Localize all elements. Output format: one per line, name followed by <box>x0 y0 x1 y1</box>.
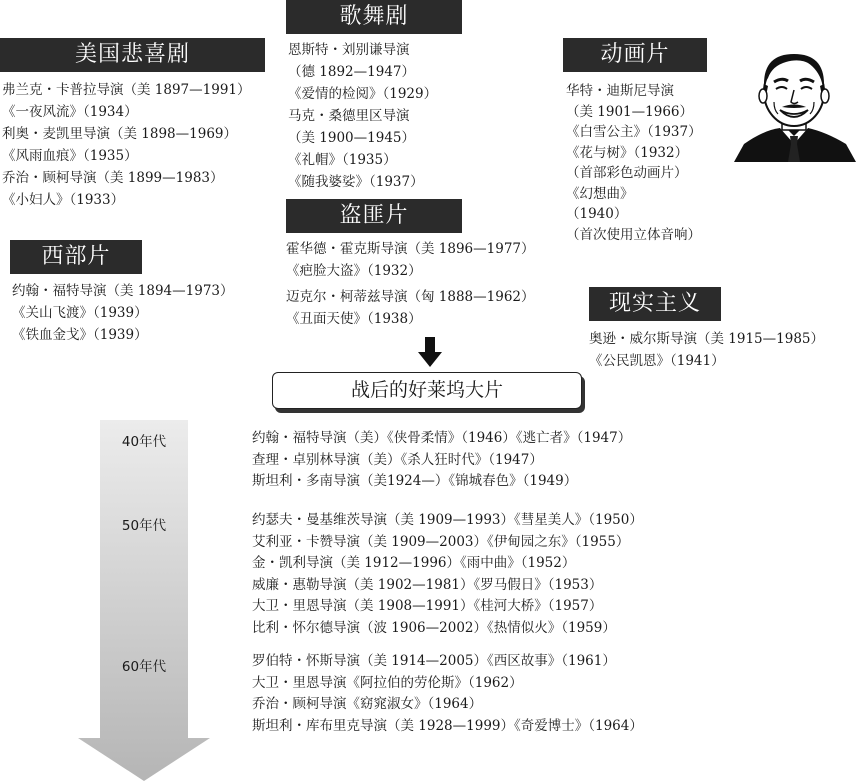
list-item: 奥逊・威尔斯导演（美 1915—1985） <box>589 331 825 347</box>
list-item: 《风雨血痕》（1935） <box>2 148 138 164</box>
decade-label-60s: 60年代 <box>121 659 167 675</box>
list-item: 《一夜风流》（1934） <box>2 104 138 120</box>
list-item: 霍华德・霍克斯导演（美 1896—1977） <box>286 241 535 257</box>
list-item: 《随我婆娑》（1937） <box>288 174 424 190</box>
list-item: 约翰・福特导演（美）《侠骨柔情》（1946）《逃亡者》（1947） <box>252 430 632 446</box>
list-item: 乔治・顾柯导演《窈窕淑女》（1964） <box>252 696 483 713</box>
list-item: 利奥・麦凯里导演（美 1898—1969） <box>2 126 238 142</box>
decade-50s-list <box>252 510 643 640</box>
list-item: 《花与树》（1932） <box>566 144 689 161</box>
list-item: 斯坦利・多南导演（美1924—）《锦城春色》（1949） <box>252 473 578 489</box>
list-item: 华特・迪斯尼导演 <box>566 83 674 99</box>
list-item: 斯坦利・库布里克导演（美 1928—1999）《奇爱博士》（1964） <box>252 717 643 734</box>
list-item: （首次使用立体音响） <box>566 226 701 243</box>
list-item: 金・凯利导演（美 1912—1996）《雨中曲》（1952） <box>252 555 576 572</box>
list-item: 威廉・惠勒导演（美 1902—1981）《罗马假日》（1953） <box>252 576 603 593</box>
list-item: 《公民凯恩》（1941） <box>589 353 725 369</box>
musical-list <box>288 39 437 193</box>
list-item: 大卫・里恩导演（美 1908—1991）《桂河大桥》（1957） <box>252 598 603 615</box>
down-arrow-icon <box>418 337 442 367</box>
decade-label-40s: 40年代 <box>121 434 167 450</box>
list-item: 《白雪公主》（1937） <box>566 124 702 140</box>
list-item: 罗伯特・怀斯导演（美 1914—2005）《西区故事》（1961） <box>252 653 616 669</box>
western-header: 西部片 <box>10 240 142 274</box>
list-item: 《幻想曲》 <box>566 185 634 202</box>
walt-disney-portrait <box>730 44 858 162</box>
list-item: 《礼帽》（1935） <box>288 152 397 168</box>
animation-header: 动画片 <box>563 38 707 72</box>
realism-list <box>589 328 824 372</box>
list-item: 迈克尔・柯蒂兹导演（匈 1888—1962） <box>286 289 535 305</box>
musical-header: 歌舞剧 <box>286 0 462 34</box>
list-item: （1940） <box>566 206 628 222</box>
list-item: 恩斯特・刘别谦导演 <box>288 42 410 58</box>
comedy-list <box>2 79 251 211</box>
list-item: 约翰・福特导演（美 1894—1973） <box>12 283 234 299</box>
decade-60s-list <box>252 651 643 737</box>
list-item: 艾利亚・卡赞导演（美 1909—2003）《伊甸园之东》（1955） <box>252 533 630 550</box>
list-item: （德 1892—1947） <box>288 64 416 80</box>
postwar-title: 战后的好莱坞大片 <box>272 372 582 409</box>
gangster-list <box>286 238 535 330</box>
list-item: （首部彩色动画片） <box>566 165 688 181</box>
list-item: 弗兰克・卡普拉导演（美 1897—1991） <box>2 82 251 98</box>
list-item: 《铁血金戈》（1939） <box>12 327 148 343</box>
list-item: 《小妇人》（1933） <box>2 192 125 208</box>
list-item: 乔治・顾柯导演（美 1899—1983） <box>2 170 224 186</box>
animation-list <box>566 81 702 245</box>
decade-label-50s: 50年代 <box>121 518 167 534</box>
western-list <box>12 280 234 346</box>
realism-header: 现实主义 <box>589 287 721 321</box>
list-item: 马克・桑德里区导演 <box>288 108 410 124</box>
list-item: 约瑟夫・曼基维茨导演（美 1909—1993）《彗星美人》（1950） <box>252 512 643 528</box>
comedy-header: 美国悲喜剧 <box>0 38 265 72</box>
list-item: （美 1900—1945） <box>288 130 416 146</box>
list-item: 大卫・里恩导演《阿拉伯的劳伦斯》（1962） <box>252 674 523 691</box>
list-item: 《关山飞渡》（1939） <box>12 305 148 321</box>
gangster-header: 盗匪片 <box>286 199 462 233</box>
list-item: 《疤脸大盗》（1932） <box>286 263 422 279</box>
list-item: 比利・怀尔德导演（波 1906—2002）《热情似火》（1959） <box>252 619 616 636</box>
decade-40s-list <box>252 428 631 493</box>
list-item: 《丑面天使》（1938） <box>286 311 422 327</box>
list-item: （美 1901—1966） <box>566 103 694 120</box>
list-item: 查理・卓别林导演（美）《杀人狂时代》（1947） <box>252 451 543 468</box>
timeline-arrow <box>78 420 210 781</box>
list-item: 《爱情的检阅》（1929） <box>288 86 438 102</box>
